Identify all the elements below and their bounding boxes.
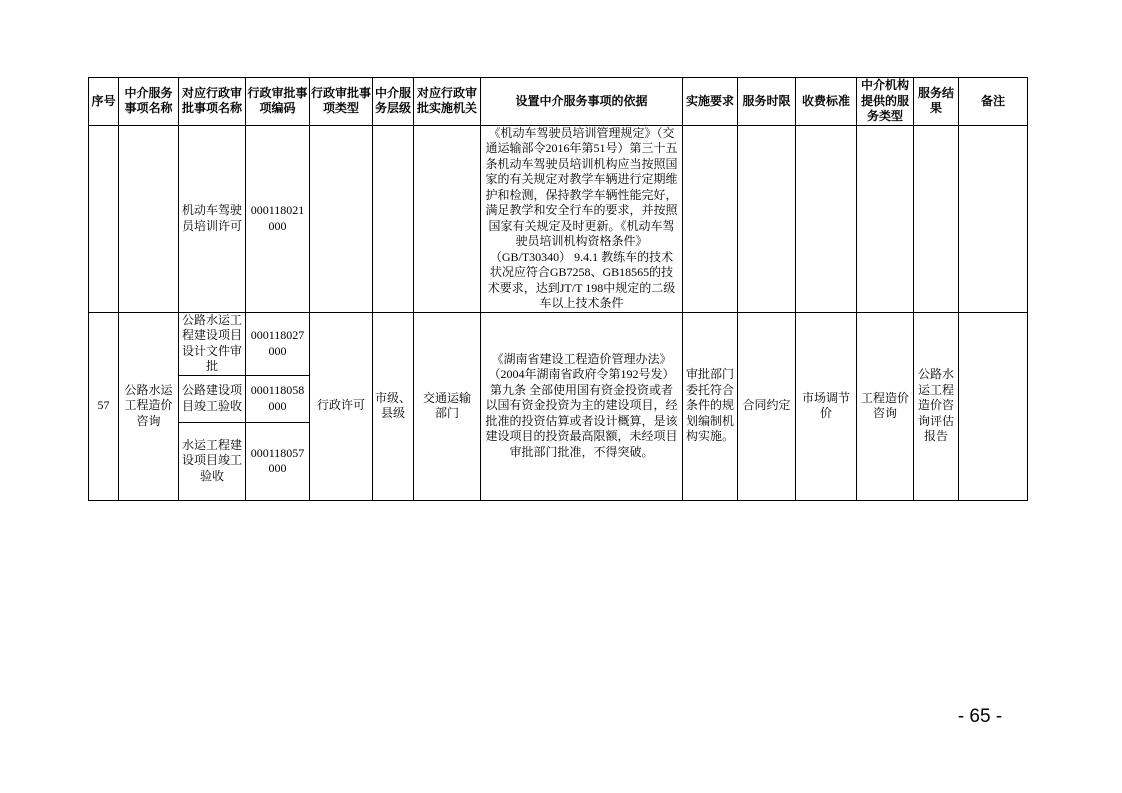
row57-approval-item-code-1: 000118027000: [246, 312, 310, 375]
intermediary-services-table: [88, 77, 1028, 501]
row57-service-name: 公路水运工程造价咨询: [119, 312, 179, 500]
row57-approval-item-code-2: 000118058000: [246, 375, 310, 422]
row57-approval-type: 行政许可: [310, 312, 373, 500]
header-approval-item-name: 对应行政审批事项名称: [179, 78, 246, 126]
carryover-time-limit-empty: [738, 125, 796, 312]
header-service-level: 中介服务层级: [373, 78, 414, 126]
header-basis: 设置中介服务事项的依据: [481, 78, 683, 126]
row57-implementation-requirement: 审批部门委托符合条件的规划编制机构实施。: [683, 312, 738, 500]
header-implementation-requirement: 实施要求: [683, 78, 738, 126]
carryover-row: [89, 125, 1028, 312]
header-service-type-provided: 中介机构提供的服务类型: [857, 78, 914, 126]
header-approval-item-code: 行政审批事项编码: [246, 78, 310, 126]
row57-approval-item-name-2: 公路建设项目竣工验收: [179, 375, 246, 422]
carryover-seq-empty: [89, 125, 119, 312]
row57-approval-item-name-3: 水运工程建设项目竣工验收: [179, 422, 246, 500]
page-number: - 65 -: [957, 706, 1003, 727]
row57-basis: 《湖南省建设工程造价管理办法》（2004年湖南省政府令第192号发）第九条 全部使用国有资金投资或者以国有资金投资为主的建设项目，经批准的投资估算或者设计概算，是该建设项目的投资最高限额，未经项目审批部门批准，不得突破。: [481, 312, 683, 500]
header-remark: 备注: [959, 78, 1028, 126]
row57-service-level: 市级、县级: [373, 312, 414, 500]
carryover-result-empty: [914, 125, 959, 312]
header-service-name: 中介服务事项名称: [119, 78, 179, 126]
header-implementing-authority: 对应行政审批实施机关: [414, 78, 481, 126]
carryover-service-name-empty: [119, 125, 179, 312]
carryover-fee-empty: [796, 125, 857, 312]
row57-approval-item-code-3: 000118057000: [246, 422, 310, 500]
header-service-result: 服务结果: [914, 78, 959, 126]
header-approval-type: 行政审批事项类型: [310, 78, 373, 126]
row57-fee-standard: 市场调节价: [796, 312, 857, 500]
row-57-subrow-1: [89, 312, 1028, 375]
carryover-approval-item-code: 000118021000: [246, 125, 310, 312]
carryover-approval-type-empty: [310, 125, 373, 312]
carryover-service-type-empty: [857, 125, 914, 312]
row57-seq: 57: [89, 312, 119, 500]
table-header-row: [89, 78, 1028, 126]
row57-approval-item-name-1: 公路水运工程建设项目设计文件审批: [179, 312, 246, 375]
row57-service-time-limit: 合同约定: [738, 312, 796, 500]
header-service-time-limit: 服务时限: [738, 78, 796, 126]
carryover-remark-empty: [959, 125, 1028, 312]
carryover-authority-empty: [414, 125, 481, 312]
carryover-requirement-empty: [683, 125, 738, 312]
carryover-basis: 《机动车驾驶员培训管理规定》（交通运输部令2016年第51号）第三十五条机动车驾驶员培训机构应当按照国家的有关规定对教学车辆进行定期维护和检测，保持教学车辆性能完好，满足教学和安全行车的要求，并按照国家有关规定及时更新。《机动车驾驶员培训机构资格条件》（GB/T30340） 9.4.1 教练车的技术状况应符合GB7258、GB18565的技术要求，达到JT/T 198中规定的二级车以上技术条件: [481, 125, 683, 312]
carryover-approval-item-name: 机动车驾驶员培训许可: [179, 125, 246, 312]
carryover-service-level-empty: [373, 125, 414, 312]
row57-service-type-provided: 工程造价咨询: [857, 312, 914, 500]
header-seq: 序号: [89, 78, 119, 126]
row57-service-result: 公路水运工程造价咨询评估报告: [914, 312, 959, 500]
row57-implementing-authority: 交通运输部门: [414, 312, 481, 500]
header-fee-standard: 收费标准: [796, 78, 857, 126]
row57-remark: [959, 312, 1028, 500]
